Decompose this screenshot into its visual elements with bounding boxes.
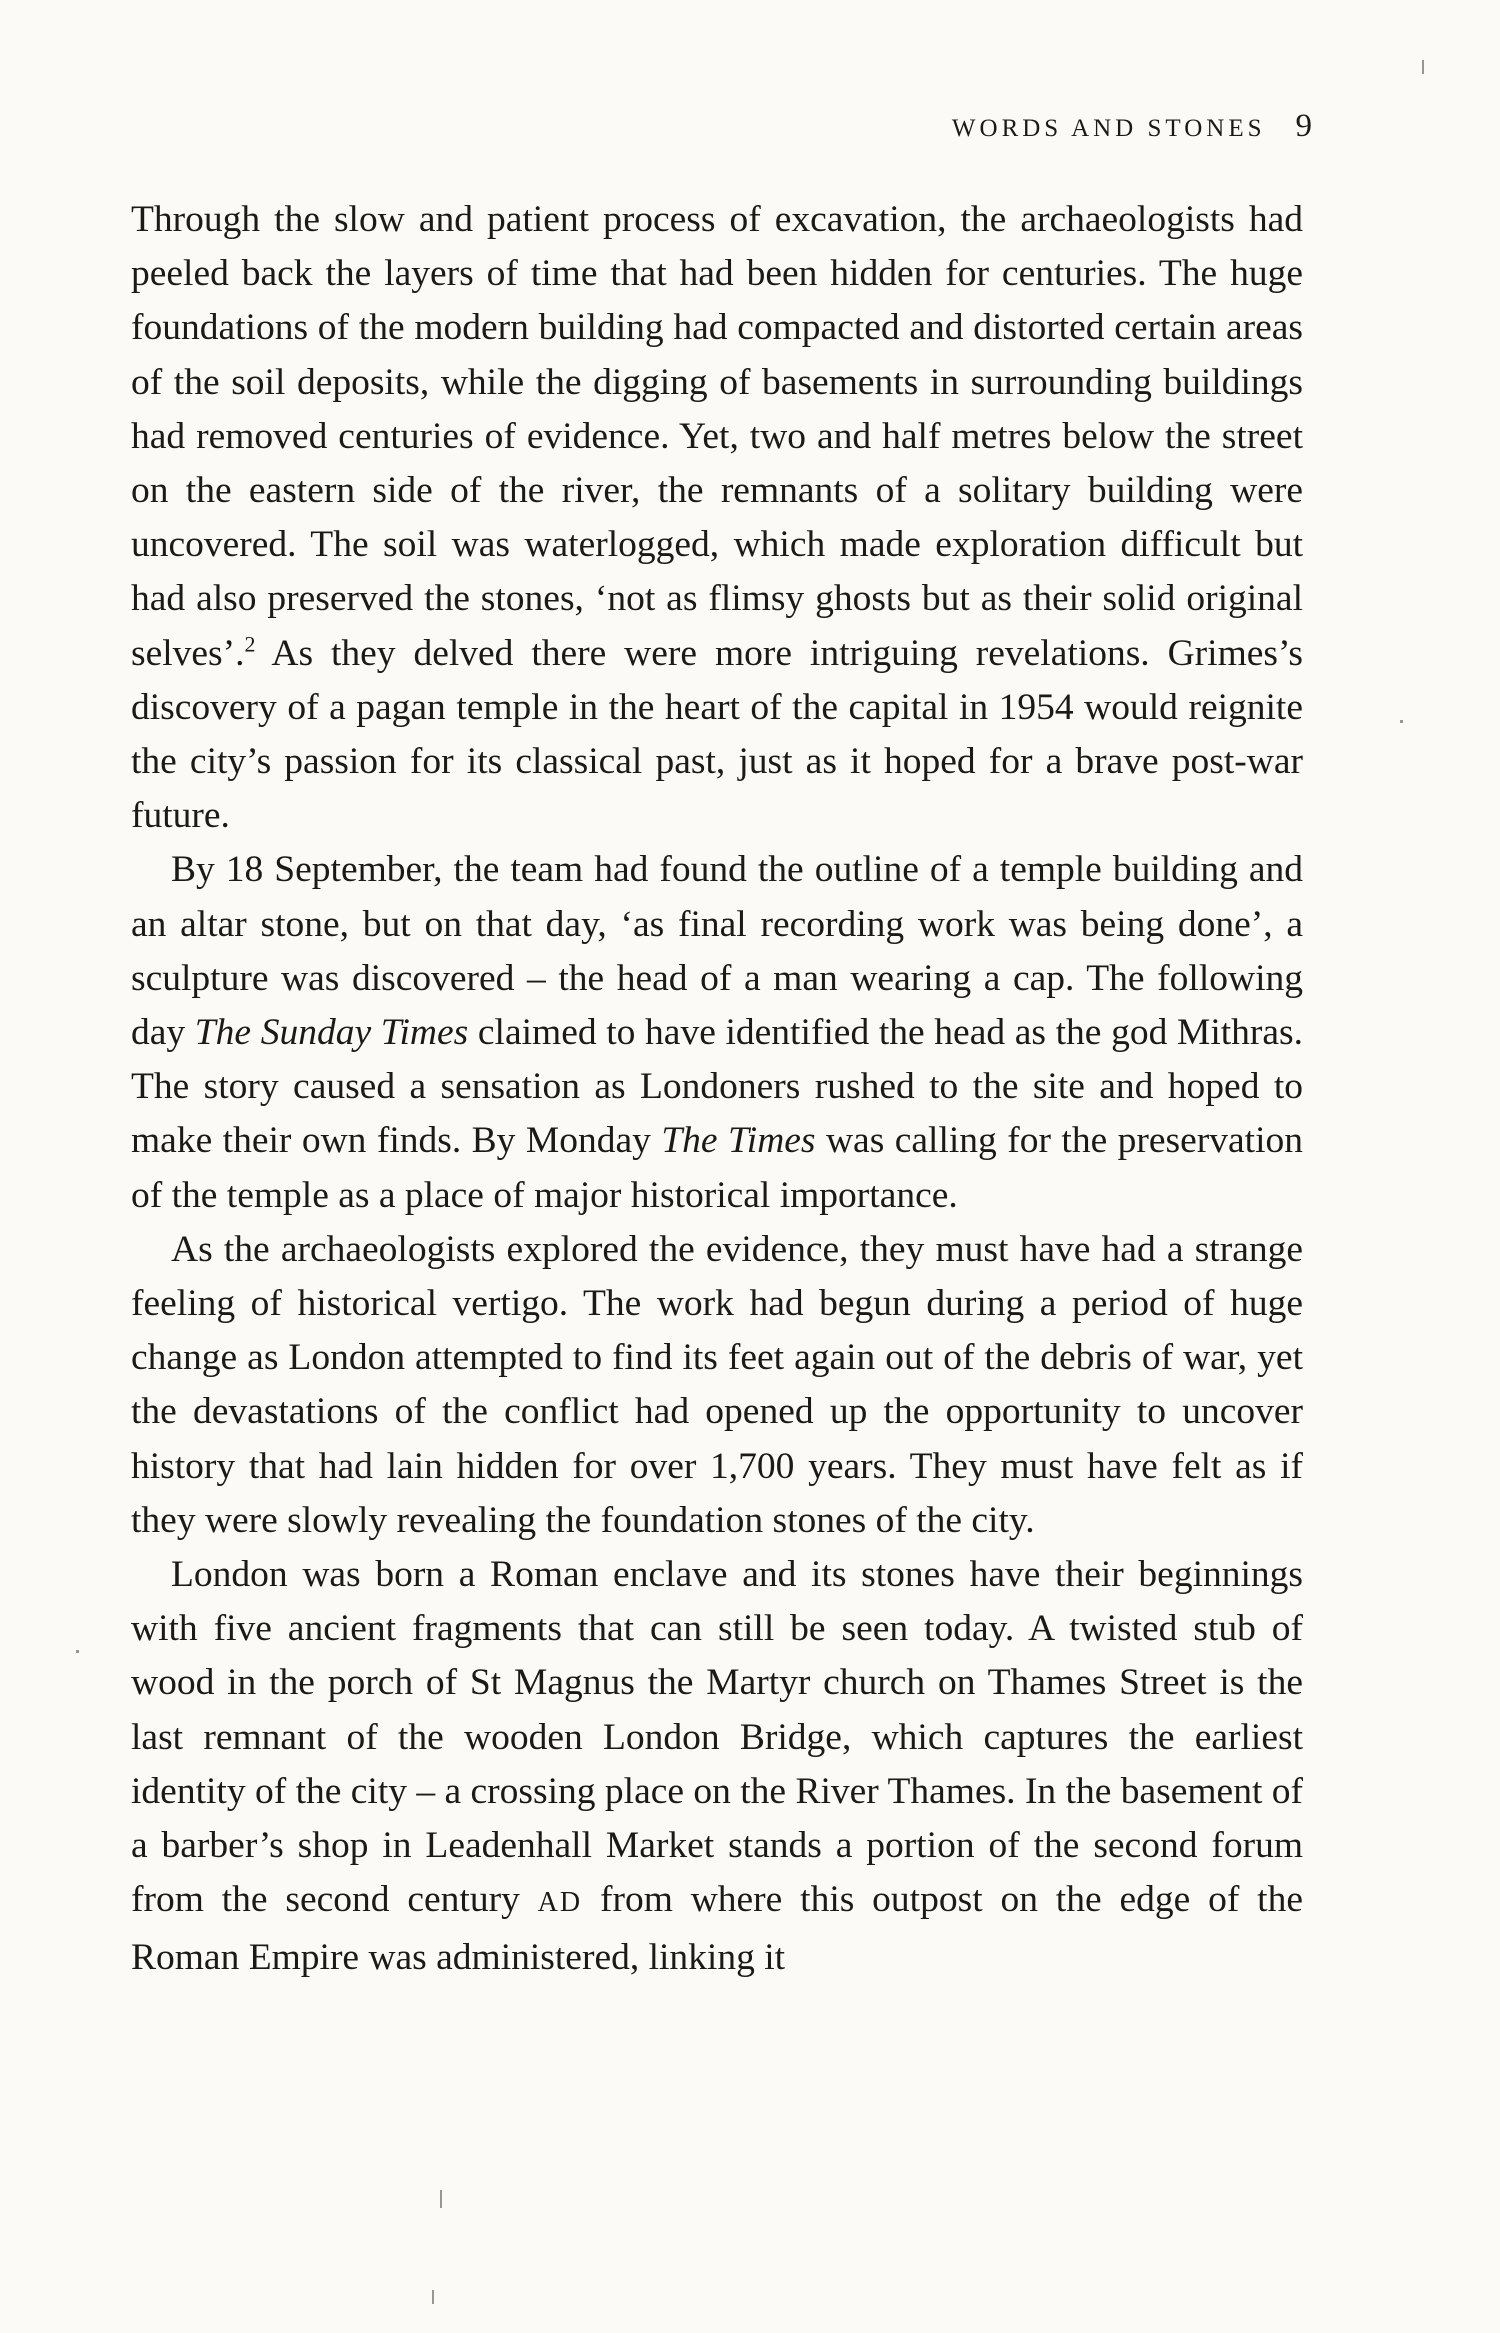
paragraph-text: claimed to have identified the head as the god Mithras. The story caused a sensation as Londoners rushed to the site and hoped to make their own finds. By Monday [131, 1012, 1304, 1162]
paragraph-text: By 18 September, the team had found the outline of a temple building and an altar stone, but on that day, ‘as final recording work was being done’, a sculpture was discovered – the head of a man wearing a cap. The following day [131, 849, 1303, 1054]
publication-title: The Times [661, 1120, 816, 1162]
publication-title: The Sunday Times [194, 1012, 469, 1054]
paragraph-text: As they delved there were more intriguing revelations. Grimes’s discovery of a pagan temple in the heart of the capital in 1954 would reignite the city’s passion for its classical past, just as it hoped for a brave post-war future. [131, 632, 1303, 837]
scan-speck [1400, 720, 1403, 723]
paragraph-text: Through the slow and patient process of excavation, the archaeologists had peeled back the layers of time that had been hidden for centuries. The huge foundations of the modern building had compacted and distorted certain areas of the soil deposits, while the digging of basements in surrounding buildings had removed centuries of evidence. Yet, two and half metres below the street on the eastern side of the river, the remnants of a solitary building were uncovered. The soil was waterlogged, which made exploration difficult but had also preserved the stones, ‘not as flimsy ghosts but as their solid original selves’. [131, 199, 1303, 674]
scan-speck [440, 2190, 442, 2208]
scan-speck [1422, 60, 1424, 74]
paragraph-text: As the archaeologists explored the evidence, they must have had a strange feeling of historical vertigo. The work had begun during a period of huge change as London attempted to find its feet again out of the debris of war, yet the devastations of the conflict had opened up the opportunity to uncover history that had lain hidden for over 1,700 years. They must have felt as if they were slowly revealing the foundation stones of the city. [131, 1228, 1303, 1541]
running-head-title: WORDS AND STONES [951, 115, 1266, 142]
body-text [131, 193, 1303, 1985]
paragraph-4 [131, 1548, 1303, 1985]
era-abbreviation: AD [537, 1887, 583, 1919]
scan-speck [432, 2290, 434, 2304]
running-head [952, 108, 1312, 145]
paragraph-text: London was born a Roman enclave and its stones have their beginnings with five ancient fragments that can still be seen today. A twisted stub of wood in the porch of St Magnus the Martyr church on Thames Street is the last remnant of the wooden London Bridge, which captures the earliest identity of the city – a crossing place on the River Thames. In the basement of a barber’s shop in Leadenhall Market stands a portion of the second forum from the second century [131, 1554, 1303, 1921]
footnote-marker: 2 [244, 631, 256, 657]
paragraph-2 [131, 843, 1303, 1222]
paragraph-1 [131, 193, 1303, 843]
paragraph-3 [131, 1223, 1303, 1548]
paragraph-text: from where this outpost on the edge of the Roman Empire was administered, linking it [131, 1879, 1303, 1978]
page-number: 9 [1295, 108, 1312, 144]
scan-speck [76, 1650, 79, 1653]
paragraph-text: was calling for the preservation of the temple as a place of major historical importance. [131, 1120, 1303, 1216]
